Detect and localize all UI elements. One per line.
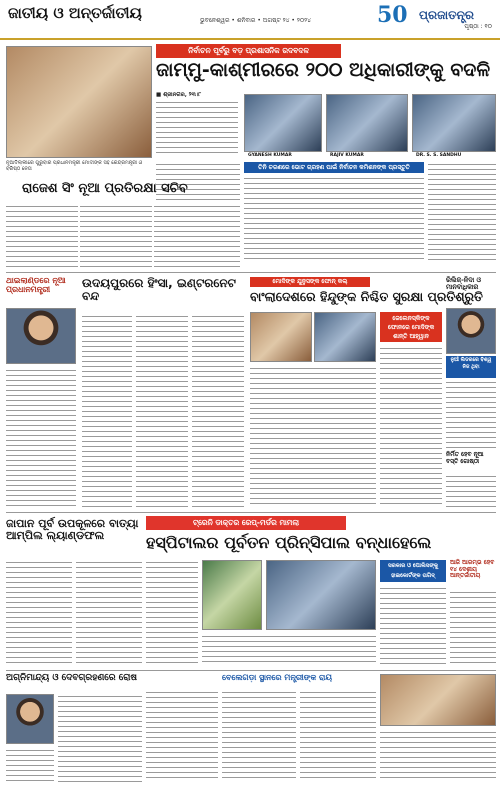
- body-text: [222, 690, 296, 782]
- body-text: [192, 314, 244, 508]
- body-text: [6, 748, 54, 782]
- odisha-headline: ଆଜି ଆରମ୍ଭ ହେବ ୧୪ ଦେଶୀୟ ଆନ୍ତର୍ଜାତୀୟ: [450, 559, 495, 580]
- bottom-left-body-2: [6, 748, 54, 782]
- body-text: [446, 474, 496, 508]
- body-text: [6, 204, 78, 268]
- udaipur-column-2: [136, 314, 188, 508]
- thailand-body: [6, 368, 76, 508]
- israel-badge: ନୁଆଁ ଲିଡରରେ ବିଶ୍ୱ ନିଜ ଥିବା: [446, 356, 496, 378]
- caption-gyanesh: GYANESH KUMAR: [248, 153, 292, 158]
- photo-caption: ନୂଆଦିଲ୍ଲୀରେ ଗୁରୁବାର ପ୍ରଧାନମନ୍ତ୍ରୀ ମୋଦୀଙ୍କ ସହ କେନ୍ଦ୍ରମନ୍ତ୍ରୀ ଓ ବରିଷ୍ଠ ନେତା: [6, 160, 143, 172]
- caption-rajiv: RAJIV KUMAR: [330, 153, 364, 158]
- bottom-mid-col-2: [222, 690, 296, 782]
- body-text: [146, 560, 198, 666]
- divider: [6, 272, 496, 273]
- photo-gyanesh: [244, 94, 322, 152]
- body-text: [450, 590, 496, 666]
- photo-thai-pm: [6, 308, 76, 364]
- photo-modi: [250, 312, 312, 362]
- body-text: [6, 560, 72, 666]
- photo-person: [6, 694, 54, 744]
- kolkata-column-2: [202, 634, 376, 666]
- kashmir-subhead: ତିନି ଚରଣରେ ଭୋଟ ଗ୍ରହଣ ପାଇଁ ନିର୍ବାଚନ କମିଶନଙ୍କ ପ୍ରସ୍ତୁତି: [244, 162, 424, 173]
- body-text: [300, 690, 376, 782]
- body-text: [244, 176, 424, 262]
- kashmir-byline: ■ ଶ୍ରୀନଗର, ୨୩।୮: [156, 92, 202, 98]
- photo-building: [380, 674, 496, 726]
- body-text: [446, 380, 496, 450]
- body-text: [154, 204, 240, 268]
- body-text: [82, 314, 132, 508]
- bottom-mid-headline: ବେଲେଗଡ଼ା ସ୍ଥାନରେ ମନ୍ତ୍ରୀଙ୍କ ରାୟ: [222, 673, 332, 682]
- bottom-mid-col-3: [300, 690, 376, 782]
- pension-headline: ସରକାର ଓ ପୋଲିସଙ୍କୁ ହାଇକୋର୍ଟଙ୍କ ତାଗିଦ୍: [380, 560, 446, 582]
- bottom-left-body: [58, 694, 142, 782]
- kolkata-headline: ହସ୍ପିଟାଲର ପୂର୍ବତନ ପ୍ରିନ୍ସିପାଲ ବନ୍ଧାହେଲେ: [146, 533, 432, 552]
- udaipur-column-1: [82, 314, 132, 508]
- body-text: [380, 730, 496, 782]
- body-text: [146, 690, 218, 782]
- photo-rajiv: [326, 94, 408, 152]
- bangladesh-body: [250, 366, 376, 508]
- body-text: [6, 368, 76, 508]
- bottom-right-body: [380, 730, 496, 782]
- body-text: [202, 634, 376, 666]
- divider: [6, 670, 496, 671]
- rajesh-headline: ରାଜେଶ ସିଂ ନୂଆ ପ୍ରତିରକ୍ଷା ସଚିବ: [22, 181, 188, 196]
- zelensky-sidebar: ଜେଲେନସ୍କିଙ୍କ ଫୋନରେ ମୋଦିଙ୍କ ଶାନ୍ତି ଆହ୍ୱାନ: [380, 312, 442, 342]
- divider: [6, 512, 496, 513]
- udaipur-column-3: [192, 314, 244, 508]
- rajesh-column-1: [6, 204, 78, 268]
- kashmir-headline: ଜାମ୍ମୁ-କାଶ୍ମୀରରେ ୨୦୦ ଅଧିକାରୀଙ୍କୁ ବଦଳି: [156, 59, 491, 81]
- japan-column-1: [6, 560, 72, 666]
- kolkata-column-1: [146, 560, 198, 666]
- kashmir-column-1: [156, 92, 238, 156]
- photo-leaders: [6, 46, 152, 158]
- pension-body: [380, 586, 446, 666]
- rajesh-column-2: [80, 204, 152, 268]
- nepal-body: [446, 474, 496, 508]
- odisha-body: [450, 590, 496, 666]
- body-text: [80, 204, 152, 268]
- kashmir-column-3: [244, 176, 424, 262]
- photo-protest: [266, 560, 376, 630]
- japan-column-2: [76, 560, 142, 666]
- photo-netanyahu: [446, 308, 496, 354]
- body-text: [428, 162, 496, 262]
- bottom-mid-col-1: [146, 690, 218, 782]
- zelensky-body: [380, 346, 442, 508]
- body-text: [380, 346, 442, 508]
- photo-principal: [202, 560, 262, 630]
- brand-logo: [377, 2, 492, 32]
- bangladesh-kicker: ମୋଦିଙ୍କ ଯୁନୁସଙ୍କ ଫୋନ୍ କଲ୍: [250, 277, 370, 287]
- israel-headline: ରିଲିଜ୍-ନିଦା ଓ ମାନବାଧିକାର: [446, 276, 481, 292]
- body-text: [136, 314, 188, 508]
- body-text: [250, 366, 376, 508]
- kashmir-column-4: [428, 162, 496, 262]
- paper-name: ପ୍ରଜାତନ୍ତ୍ର: [419, 8, 475, 22]
- bottom-left-headline: ଅଗ୍ନିମାନ୍ଦ୍ୟ ଓ ଦେବଗ୍ରହଣରେ ରୋଷ: [6, 673, 138, 683]
- israel-body: [446, 380, 496, 450]
- udaipur-headline: ଉଦୟପୁରରେ ହିଂସା, ଇଣ୍ଟରନେଟ ବନ୍ଦ: [82, 276, 236, 304]
- bangladesh-headline: ବାଂଲାଦେଶରେ ହିନ୍ଦୁଙ୍କ ନିଶ୍ଚିତ ସୁରକ୍ଷା ପ୍ରତିଶ୍ରୁତି: [250, 289, 483, 304]
- thailand-headline: ଥାଇଲାଣ୍ଡରେ ନୂଆ ପ୍ରଧାନମନ୍ତ୍ରୀ: [6, 276, 66, 294]
- japan-headline: ଜାପାନ ପୂର୍ବ ଉପକୂଳରେ ବାତ୍ୟା ଆମ୍ପିଲ ଲ୍ୟାଣ୍ଡଫଲ: [6, 517, 139, 543]
- masthead: [0, 0, 500, 40]
- kolkata-kicker: ଟ୍ରେନି ଡାକ୍ତର ରେପ୍-ମର୍ଡର ମାମଲା: [192, 518, 300, 527]
- page-label: ପୃଷ୍ଠା : ୧୦: [464, 23, 492, 30]
- section-title: ଜାତୀୟ ଓ ଅନ୍ତର୍ଜାତୀୟ: [8, 4, 142, 22]
- anniversary-number: 50: [377, 2, 408, 28]
- body-text: [58, 694, 142, 782]
- photo-sandhu: [412, 94, 496, 152]
- body-text: [380, 586, 446, 666]
- kashmir-kicker: ନିର୍ବାଚନ ପୂର୍ବରୁ ବଡ଼ ପ୍ରଶାସନିକ ରଦବଦଳ: [156, 44, 341, 58]
- body-text: [76, 560, 142, 666]
- photo-yunus: [314, 312, 376, 362]
- rajesh-column-3: [154, 204, 240, 268]
- nepal-headline: ନିର୍ମିତ ହେବ ନୂଆ ବସ୍ତି ଗୋଷ୍ଠୀ: [446, 451, 484, 465]
- dateline: ଭୁବନେଶ୍ୱର • ଶନିବାର • ଅଗଷ୍ଟ ୨୪ • ୨୦୨୪: [200, 17, 311, 24]
- caption-sandhu: DR. S. S. SANDHU: [416, 153, 462, 158]
- body-text: [156, 100, 238, 156]
